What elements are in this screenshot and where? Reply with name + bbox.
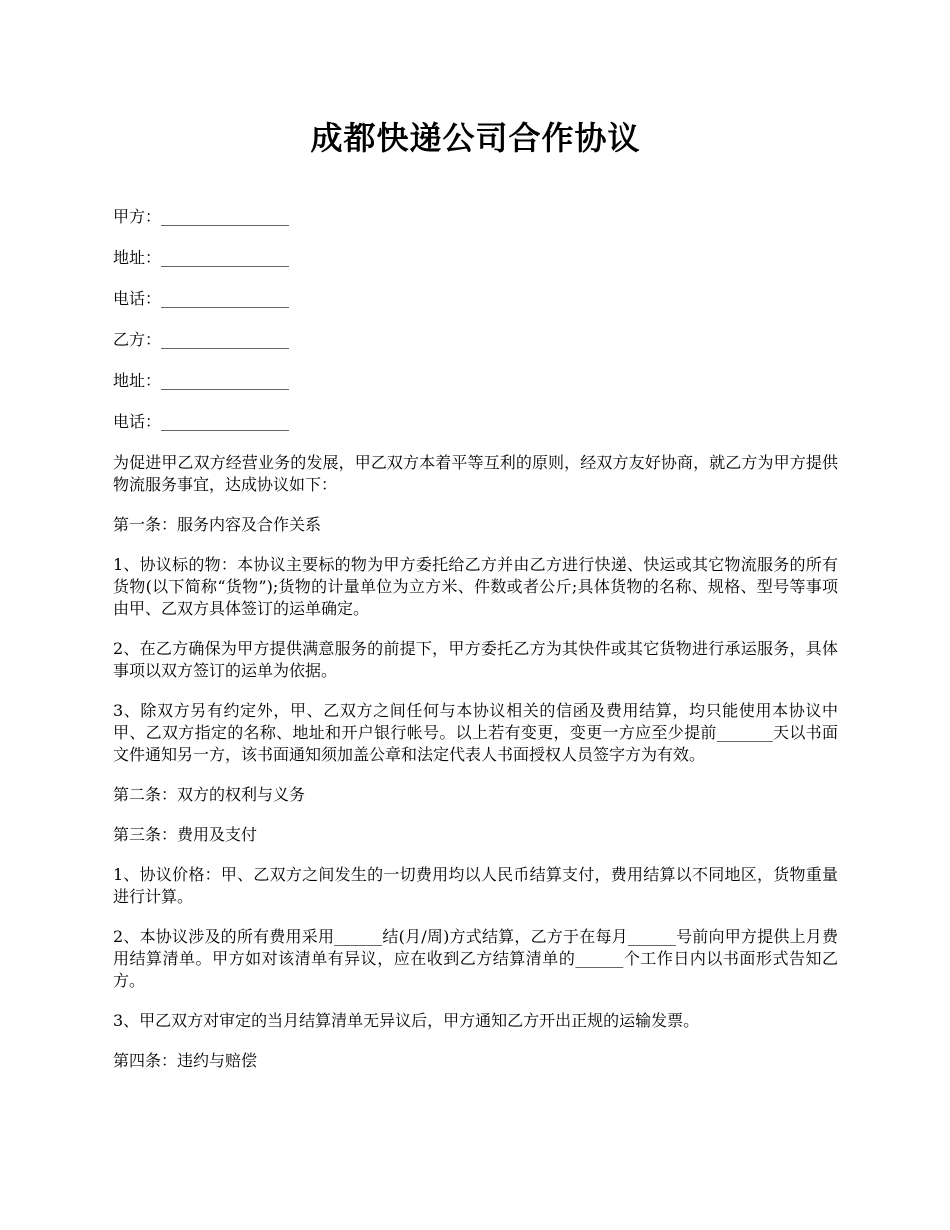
article-3-clause-1: 1、协议价格：甲、乙双方之间发生的一切费用均以人民币结算支付，费用结算以不同地区，货物重量进行计算。 [113, 865, 838, 906]
party-a-address-field [113, 247, 838, 269]
blank-line: ________________ [161, 371, 290, 390]
article-3-clause-2: 2、本协议涉及的所有费用采用______结(月/周)方式结算，乙方于在每月______号前向甲方提供上月费用结算清单。甲方如对该清单有异议，应在收到乙方结算清单的______个工作日内以书面形式告知乙方。 [113, 927, 838, 990]
article-3-clause-3: 3、甲乙双方对审定的当月结算清单无异议后，甲方通知乙方开出正规的运输发票。 [113, 1011, 700, 1030]
agreement-body [113, 452, 838, 1072]
article-1-clause-2: 2、在乙方确保为甲方提供满意服务的前提下，甲方委托乙方为其快件或其它货物进行承运服务，具体事项以双方签订的运单为依据。 [113, 639, 838, 680]
document-title: 成都快递公司合作协议 [310, 119, 641, 157]
preamble-paragraph: 为促进甲乙双方经营业务的发展，甲乙双方本着平等互利的原则，经双方友好协商，就乙方为甲方提供物流服务事宜，达成协议如下： [113, 453, 838, 494]
article-1-clause-1: 1、协议标的物：本协议主要标的物为甲方委托给乙方并由乙方进行快递、快运或其它物流服务的所有货物(以下简称“货物”);货物的计量单位为立方米、件数或者公斤;具体货物的名称、规格、型号等事项由甲、乙双方具体签订的运单确定。 [113, 555, 838, 618]
article-1-clause-3: 3、除双方另有约定外，甲、乙双方之间任何与本协议相关的信函及费用结算，均只能使用本协议中甲、乙双方指定的名称、地址和开户银行帐号。以上若有变更，变更一方应至少提前_______天以书面文件通知另一方，该书面通知须加盖公章和法定代表人书面授权人员签字方为有效。 [113, 701, 838, 764]
article-2-heading: 第二条：双方的权利与义务 [113, 785, 306, 804]
blank-line: ________________ [161, 330, 290, 349]
article-1-heading: 第一条：服务内容及合作关系 [113, 515, 322, 534]
article-4-heading: 第四条：违约与赔偿 [113, 1051, 258, 1070]
party-a-phone-field [113, 288, 838, 310]
field-label: 乙方： [113, 330, 162, 349]
party-b-address-field [113, 370, 838, 392]
blank-line: ________________ [161, 207, 290, 226]
blank-line: ________________ [161, 248, 290, 267]
field-label: 电话： [113, 412, 162, 431]
party-b-name-field [113, 329, 838, 351]
article-3-heading: 第三条：费用及支付 [113, 825, 258, 844]
field-label: 电话： [113, 289, 162, 308]
field-label: 地址： [113, 371, 162, 390]
document-page [113, 110, 838, 1090]
blank-line: ________________ [161, 412, 290, 431]
party-a-name-field [113, 206, 838, 228]
blank-line: ________________ [161, 289, 290, 308]
field-label: 甲方： [113, 207, 162, 226]
party-b-phone-field [113, 411, 838, 433]
party-info-section [113, 206, 838, 433]
field-label: 地址： [113, 248, 162, 267]
